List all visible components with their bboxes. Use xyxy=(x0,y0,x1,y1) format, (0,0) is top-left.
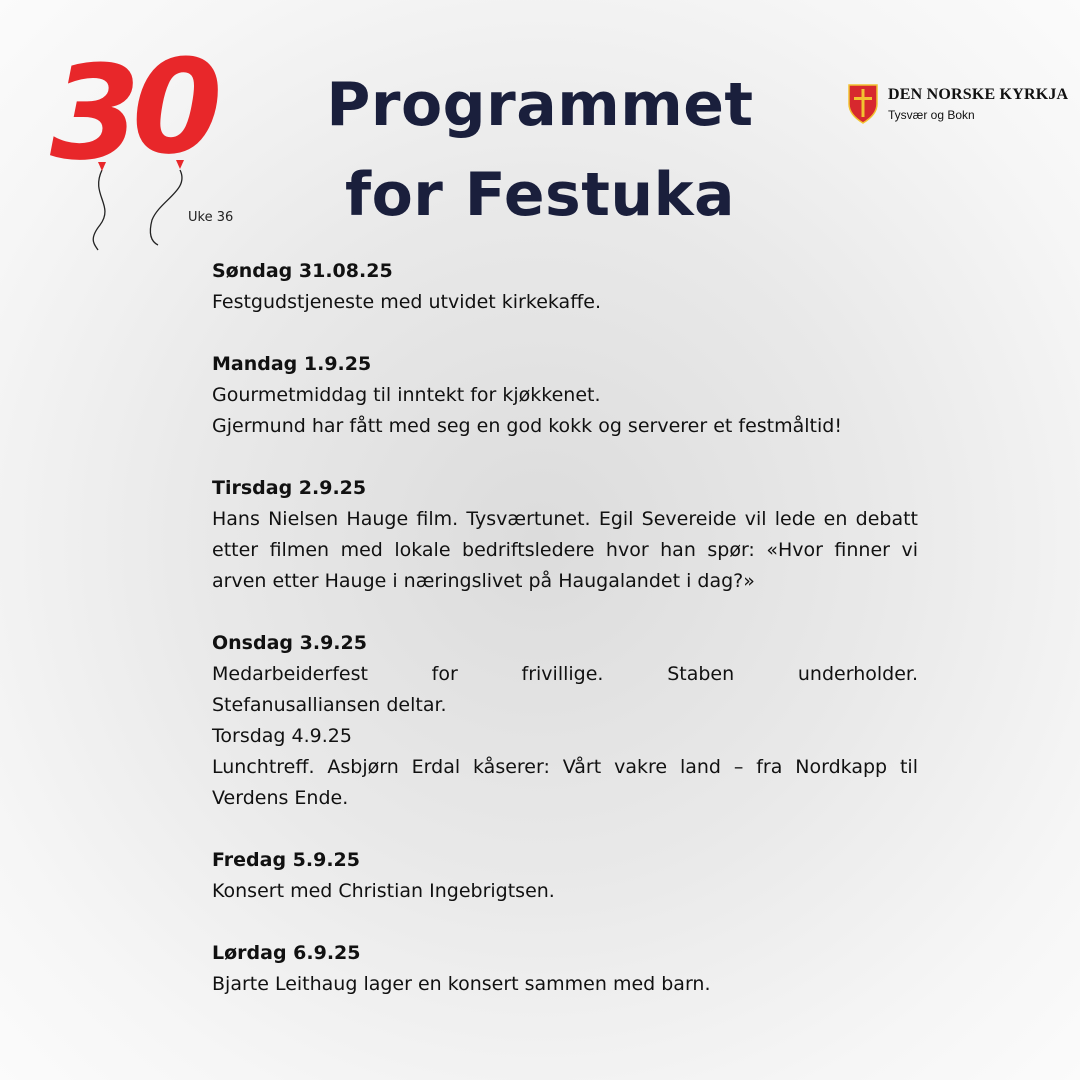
program-day xyxy=(212,256,918,318)
day-heading: Onsdag 3.9.25 xyxy=(212,632,367,654)
svg-text:0: 0 xyxy=(132,31,223,183)
church-shield-icon xyxy=(848,84,878,124)
logo-name: DEN NORSKE KYRKJA xyxy=(888,86,1069,103)
program-day xyxy=(212,721,918,814)
day-text: Hans Nielsen Hauge film. Tysværtunet. Egil Severeide vil lede en debatt etter filmen med lokale bedriftsledere hvor han spør: «Hvor finner vi arven etter Hauge i næringslivet på Haugalandet i dag?» xyxy=(212,508,918,592)
day-text: Stefanusalliansen deltar. xyxy=(212,694,447,716)
program-day xyxy=(212,349,918,442)
day-text: Gjermund har fått med seg en god kokk og serverer et festmåltid! xyxy=(212,415,842,437)
day-text: Gourmetmiddag til inntekt for kjøkkenet. xyxy=(212,384,601,406)
program-day xyxy=(212,938,918,1000)
program-list xyxy=(212,256,918,1031)
day-heading: Tirsdag 2.9.25 xyxy=(212,477,367,499)
svg-text:3: 3 xyxy=(50,37,141,189)
day-heading: Lørdag 6.9.25 xyxy=(212,942,361,964)
day-text: Festgudstjeneste med utvidet kirkekaffe. xyxy=(212,291,602,313)
title-line-1: Programmet xyxy=(326,70,754,140)
program-day xyxy=(212,473,918,597)
day-text: Medarbeiderfest for frivillige. Staben underholder. xyxy=(212,663,918,685)
week-label: Uke 36 xyxy=(188,210,234,225)
title-line-2: for Festuka xyxy=(344,160,736,230)
day-text: Konsert med Christian Ingebrigtsen. xyxy=(212,880,555,902)
page-title xyxy=(290,60,790,240)
program-day xyxy=(212,628,918,721)
day-heading: Fredag 5.9.25 xyxy=(212,849,360,871)
day-text: Lunchtreff. Asbjørn Erdal kåserer: Vårt vakre land – fra Nordkapp til Verdens Ende. xyxy=(212,756,918,809)
balloon-30-graphic xyxy=(40,30,240,260)
church-logo xyxy=(848,84,1069,128)
program-day xyxy=(212,845,918,907)
logo-subtitle: Tysvær og Bokn xyxy=(888,108,975,122)
day-heading: Torsdag 4.9.25 xyxy=(212,725,352,747)
day-heading: Mandag 1.9.25 xyxy=(212,353,372,375)
day-heading: Søndag 31.08.25 xyxy=(212,260,393,282)
day-text: Bjarte Leithaug lager en konsert sammen med barn. xyxy=(212,973,711,995)
